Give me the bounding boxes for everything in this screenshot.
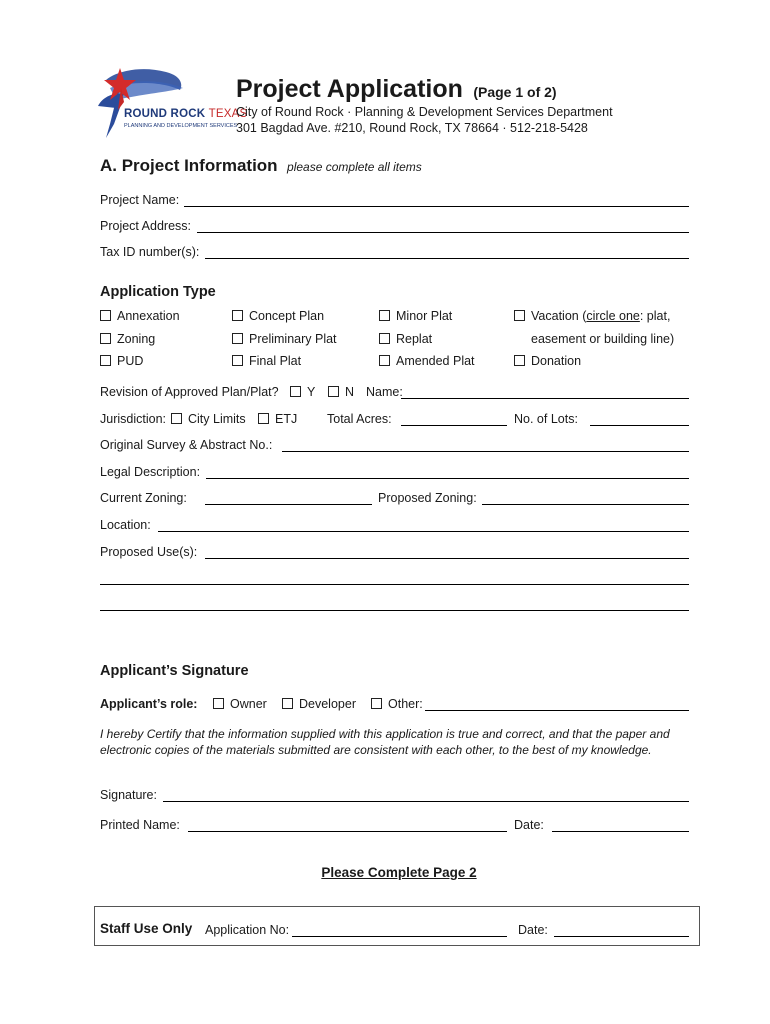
proposed-uses-label: Proposed Use(s): <box>100 545 198 559</box>
section-a-title: A. Project Information <box>100 156 278 175</box>
revision-label: Revision of Approved Plan/Plat? <box>100 385 279 399</box>
printed-name-field[interactable] <box>188 831 507 832</box>
location-field[interactable] <box>158 531 689 532</box>
option-replat[interactable]: Replat <box>379 332 432 346</box>
original-survey-field[interactable] <box>282 451 689 452</box>
project-address-field[interactable] <box>197 232 689 233</box>
option-minor-plat[interactable]: Minor Plat <box>379 309 452 323</box>
role-other-field[interactable] <box>425 710 689 711</box>
checkbox[interactable] <box>379 355 390 366</box>
checkbox[interactable] <box>514 355 525 366</box>
revision-yes[interactable]: Y <box>290 385 315 399</box>
jurisdiction-city-limits[interactable]: City Limits <box>171 412 246 426</box>
revision-no[interactable]: N <box>328 385 354 399</box>
section-a-note: please complete all items <box>287 160 422 174</box>
certification-line1: I hereby Certify that the information supplied with this application is true and correct, and that the paper and <box>100 727 670 741</box>
application-no-field[interactable] <box>292 936 507 937</box>
certification-line2: electronic copies of the materials submitted are consistent with each other, to the best of my knowledge. <box>100 743 652 757</box>
checkbox[interactable] <box>258 413 269 424</box>
option-final-plat[interactable]: Final Plat <box>232 354 301 368</box>
applicant-role-label: Applicant’s role: <box>100 697 198 711</box>
total-acres-field[interactable] <box>401 425 507 426</box>
checkbox[interactable] <box>514 310 525 321</box>
printed-name-label: Printed Name: <box>100 818 180 832</box>
logo-tagline: PLANNING AND DEVELOPMENT SERVICES <box>124 123 238 129</box>
option-preliminary-plat[interactable]: Preliminary Plat <box>232 332 337 346</box>
date-label: Date: <box>514 818 544 832</box>
option-amended-plat[interactable]: Amended Plat <box>379 354 475 368</box>
option-annexation[interactable]: Annexation <box>100 309 180 323</box>
tax-id-label: Tax ID number(s): <box>100 245 200 259</box>
checkbox[interactable] <box>232 333 243 344</box>
signature-label: Signature: <box>100 788 157 802</box>
header-title-row <box>236 75 557 104</box>
application-type-title: Application Type <box>100 284 216 300</box>
proposed-uses-field-line3[interactable] <box>100 610 689 611</box>
section-a-heading <box>100 156 422 176</box>
legal-description-label: Legal Description: <box>100 465 201 479</box>
staff-date-field[interactable] <box>554 936 689 937</box>
department-line: City of Round Rock · Planning & Development Services Department <box>236 105 613 119</box>
page-title: Project Application <box>236 75 463 103</box>
checkbox[interactable] <box>290 386 301 397</box>
project-name-field[interactable] <box>184 206 689 207</box>
date-field[interactable] <box>552 831 689 832</box>
star-swoosh-icon <box>88 62 233 142</box>
checkbox[interactable] <box>100 355 111 366</box>
applicant-signature-title: Applicant’s Signature <box>100 663 249 679</box>
role-owner[interactable]: Owner <box>213 697 267 711</box>
proposed-zoning-field[interactable] <box>482 504 689 505</box>
no-of-lots-field[interactable] <box>590 425 689 426</box>
proposed-uses-field-line2[interactable] <box>100 584 689 585</box>
checkbox[interactable] <box>379 333 390 344</box>
round-rock-logo <box>88 62 248 142</box>
total-acres-label: Total Acres: <box>327 412 392 426</box>
checkbox[interactable] <box>100 333 111 344</box>
current-zoning-label: Current Zoning: <box>100 491 187 505</box>
checkbox[interactable] <box>328 386 339 397</box>
tax-id-field[interactable] <box>205 258 689 259</box>
no-of-lots-label: No. of Lots: <box>514 412 578 426</box>
signature-field[interactable] <box>163 801 689 802</box>
staff-date-label: Date: <box>518 923 548 937</box>
checkbox[interactable] <box>213 698 224 709</box>
page-indicator: (Page 1 of 2) <box>473 84 557 100</box>
revision-name-label: Name: <box>366 385 403 399</box>
checkbox[interactable] <box>379 310 390 321</box>
revision-name-field[interactable] <box>401 398 689 399</box>
complete-page-2-notice: Please Complete Page 2 <box>321 865 477 880</box>
project-name-label: Project Name: <box>100 193 180 207</box>
jurisdiction-etj[interactable]: ETJ <box>258 412 297 426</box>
logo-wordmark: ROUND ROCK TEXAS <box>124 108 248 120</box>
location-label: Location: <box>100 518 151 532</box>
option-zoning[interactable]: Zoning <box>100 332 155 346</box>
project-address-label: Project Address: <box>100 219 192 233</box>
checkbox[interactable] <box>100 310 111 321</box>
checkbox[interactable] <box>171 413 182 424</box>
option-vacation-line2: easement or building line) <box>531 332 675 346</box>
proposed-zoning-label: Proposed Zoning: <box>378 491 477 505</box>
legal-description-field[interactable] <box>206 478 689 479</box>
jurisdiction-label: Jurisdiction: <box>100 412 166 426</box>
original-survey-label: Original Survey & Abstract No.: <box>100 438 273 452</box>
application-no-label: Application No: <box>205 923 290 937</box>
staff-use-only-label: Staff Use Only <box>100 921 193 936</box>
role-developer[interactable]: Developer <box>282 697 356 711</box>
checkbox[interactable] <box>232 355 243 366</box>
option-pud[interactable]: PUD <box>100 354 143 368</box>
current-zoning-field[interactable] <box>205 504 372 505</box>
proposed-uses-field[interactable] <box>205 558 689 559</box>
role-other[interactable]: Other: <box>371 697 423 711</box>
option-concept-plan[interactable]: Concept Plan <box>232 309 324 323</box>
checkbox[interactable] <box>282 698 293 709</box>
address-line: 301 Bagdad Ave. #210, Round Rock, TX 78664 · 512-218-5428 <box>236 121 588 135</box>
checkbox[interactable] <box>232 310 243 321</box>
option-donation[interactable]: Donation <box>514 354 581 368</box>
checkbox[interactable] <box>371 698 382 709</box>
option-vacation[interactable]: Vacation (circle one: plat, <box>514 309 670 323</box>
